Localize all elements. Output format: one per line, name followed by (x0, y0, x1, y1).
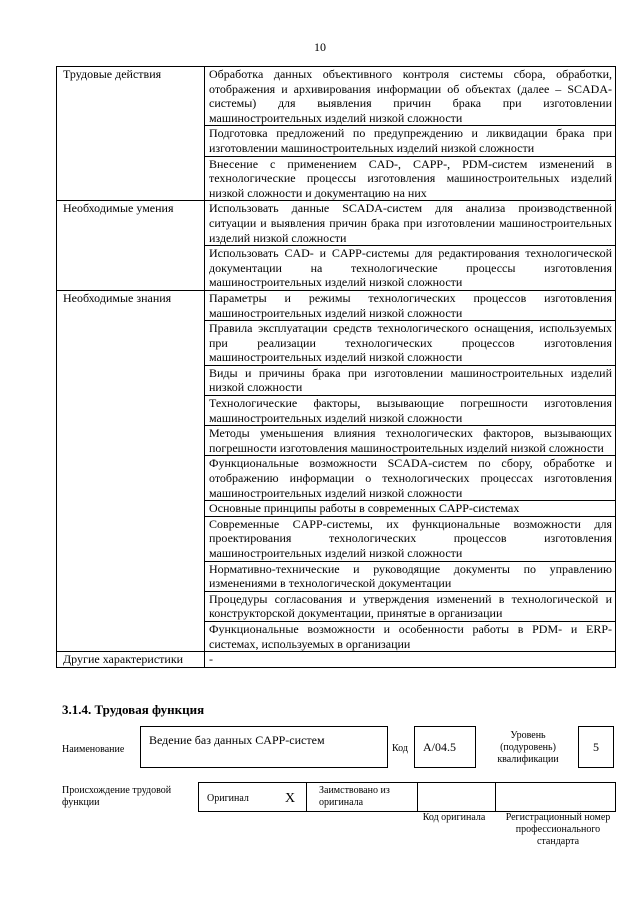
row-item: Технологические факторы, вызывающие погрешности изготовления машиностроительных изделий низкой сложности (205, 396, 616, 426)
row-item: Современные CAPP-системы, их функциональные возможности для проектирования технологических процессов изготовления машиностроительных изделий низкой сложности (205, 516, 616, 561)
row-item: Параметры и режимы технологических процессов изготовления машиностроительных изделий низкой сложности (205, 290, 616, 320)
row-item: Внесение с применением CAD-, CAPP-, PDM-систем изменений в технологические процессы изготовления машиностроительных изделий низкой сложности и документацию на них (205, 156, 616, 201)
level-label: Уровень (подуровень) квалификации (497, 730, 559, 765)
row-label: Другие характеристики (57, 652, 205, 668)
table-row (57, 290, 616, 320)
origin-row (198, 782, 616, 812)
borrowed-label: Заимствовано из оригинала (319, 785, 390, 808)
section-heading: 3.1.4. Трудовая функция (62, 702, 205, 717)
row-item: - (205, 652, 616, 668)
origin-label: Происхождение трудовой функции (62, 785, 172, 808)
original-label: Оригинал (207, 793, 249, 804)
table-row (57, 652, 616, 668)
row-item: Методы уменьшения влияния технологических факторов, вызывающих погрешности изготовления машиностроительных изделий низкой сложности (205, 426, 616, 456)
reg-caption: Регистрационный номер профессионального стандарта (505, 812, 611, 847)
row-item: Использовать данные SCADA-систем для анализа производственной ситуации и выявления причин брака при изготовлении машиностроительных изделий низкой сложности (205, 201, 616, 246)
code-caption: Код оригинала (422, 812, 486, 823)
row-item: Основные принципы работы в современных CAPP-системах (205, 501, 616, 517)
work-function-table (56, 66, 616, 668)
row-item: Функциональные возможности и особенности работы в PDM- и ERP-системах, используемых в организации (205, 621, 616, 651)
level-value: 5 (593, 740, 599, 754)
name-box (140, 726, 388, 768)
name-label: Наименование (62, 744, 125, 755)
row-item: Использовать CAD- и CAPP-системы для редактирования технологической документации на технологические процессы изготовления машиностроительных изделий низкой сложности (205, 246, 616, 291)
table-row (57, 67, 616, 126)
row-label: Необходимые умения (57, 201, 205, 291)
row-item: Процедуры согласования и утверждения изменений в технологической и конструкторской документации, принятые в организации (205, 591, 616, 621)
row-item: Правила эксплуатации средств технологического оснащения, используемых при реализации технологических процессов изготовления машиностроительных изделий низкой сложности (205, 321, 616, 366)
row-item: Подготовка предложений по предупреждению и ликвидации брака при изготовлении машиностроительных изделий низкой сложности (205, 126, 616, 156)
code-label: Код (392, 743, 408, 754)
row-item: Виды и причины брака при изготовлении машиностроительных изделий низкой сложности (205, 365, 616, 395)
row-item: Обработка данных объективного контроля системы сбора, обработки, отображения и архивирования информации об объектах (далее – SCADA-системы) для выявления причин брака при изготовлении машиностроительных изделий низкой сложности (205, 67, 616, 126)
level-box (578, 726, 614, 768)
origin-divider (306, 783, 307, 811)
code-box (414, 726, 476, 768)
page-number: 10 (314, 40, 326, 54)
table-row (57, 201, 616, 246)
origin-divider (417, 783, 418, 811)
row-item: Нормативно-технические и руководящие документы по управлению изменениями в технологической документации (205, 561, 616, 591)
original-mark: X (285, 791, 296, 806)
row-label: Трудовые действия (57, 67, 205, 201)
row-item: Функциональные возможности SCADA-систем по сбору, обработке и отображению информации о технологических процессах изготовления машиностроительных изделий низкой сложности (205, 456, 616, 501)
code-value: A/04.5 (423, 740, 456, 754)
origin-divider (495, 783, 496, 811)
row-label: Необходимые знания (57, 290, 205, 651)
name-value: Ведение баз данных CAPP-систем (149, 733, 325, 747)
